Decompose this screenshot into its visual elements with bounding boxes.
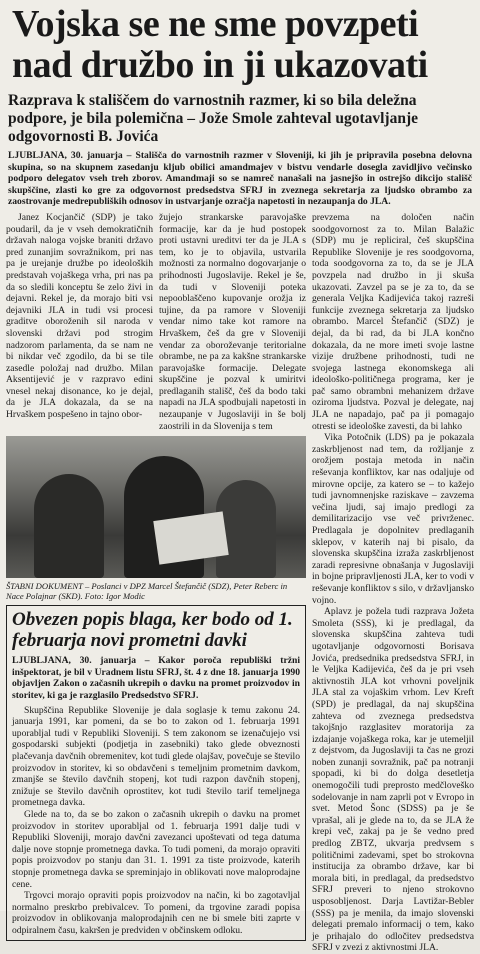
photo-caption: ŠTABNI DOKUMENT – Poslanci v DPZ Marcel Štefančič (SDZ), Peter Reberc in Nace Polajnar (SKD). Foto: Igor Modic	[6, 581, 288, 602]
news-photo	[6, 436, 306, 578]
sidebar-para: Glede na to, da se bo zakon o začasnih ukrepih o davku na promet proizvodov in storitev uporabljal od 1. februarja 1991 dalje tudi v Republiki Sloveniji, morajo davčni zavezanci upoštevati od tega datuma dalje nove stopnje prometnega davka. To tudi pomeni, da morajo opraviti popis proizvodov po stanju dan 31. 1. 1991 za tiste proizvode, katerih stopnje prometnega davka se spreminjajo in oblikovati nove maloprodajne cene.	[12, 808, 300, 890]
photo-person-1	[34, 474, 104, 578]
left-area	[6, 212, 306, 954]
upper-columns	[6, 212, 306, 432]
col1-para: Janez Kocjančič (SDP) je tako poudaril, da je v vseh demokratičnih državah naloga vojske braniti državo pred zunanjim sovražnikom, pri nas pa je urejanje družbe po ideoloških predstavah vojaškega vrha, pri nas pa da so sledili konceptu še zelo živi in dejavni. Rekel je, da morajo biti vsi dejavniki JLA in tudi vsi procesi graditve oboroženih sil naroda v slovenski državi pod strogim nadzorom parlamenta, da se nam ne bi nikdar več zgodilo, da bi se tile zasedle položaj nad družbo. Milan Aksentijević je v razpravo edini vnesel nekaj disonance, ko je dejal, da je JLA dokazala, da se na Hrvaškem pospešeno in tajno obor-	[6, 211, 153, 421]
lead-text: LJUBLJANA, 30. januarja – Stališča do varnostnih razmer v Sloveniji, ki jih je pripravila posebna delovna skupina, so na skupnem zasedanju kljub obilici amandmajev v bistvu vendarle dosegla zavidljivo večinsko podporo delegatov vseh treh zborov. Amandmaji so se namreč nanašali na jasnejšo in ostrejšo dikcijo stališč skupščine, zlasti ko gre za odgovornost predsedstva SFRJ in zveznega sekretarja za ljudsko obrambo za zaostrovanje medrepubliških odnosov in ustvarjanje ozračja napetosti in nezaupanja do JLA.	[8, 150, 472, 208]
sidebar-body	[12, 705, 300, 937]
sidebar-para: Skupščina Republike Slovenije je dala soglasje k temu zakonu 24. januarja 1991, kar pomeni, da se bo to zakon od 1. februarja 1991 uporabljal tudi v Republiki Sloveniji. S tem zakonom se izenačujejo vsi gospodarski subjekti (podjetja in zasebniki) tako glede obveznosti plačevanja davčnih obremenitev, kot tudi glede olajšav, povečuje se število proizvodov in storitev, ki so obdavčeni s temeljnim prometnim davkom, zmanjše se število davčnih stopenj, kot tudi razpon davčnih stopenj, znižuje se število davčnih oprostitev, kot tudi število tarif temeljnega prometnega davka.	[12, 704, 300, 809]
sidebar-title: Obvezen popis blaga, ker bodo od 1. februarja novi prometni davki	[12, 609, 293, 652]
col3-para: Vika Potočnik (LDS) pa je pokazala zaskrbljenost nad tem, da rožljanje z orožjem postaja metoda in način reševanja konfliktov, kar nas odaljuje od mirovne opcije, za katero se – to kažejo tudi javnomnenjske raziskave – zavzema večina ljudi, saj imajo predlogi za demilitarizacijo vse več privrženec. Predlagala je dopolnitev predlaganih sklepov, v katerih naj bi pisalo, da slovenska skupščina izraža zaskrbljenost zaradi represivne obnašanja v Jugoslaviji in bojne pripravljenosti JLA, ker to vodi v reševanje konfliktov s silo, v državljansko vojno.	[312, 432, 475, 606]
col3-para: prevzema na določen način soodgovornost za to. Milan Balažic (SDP) mu je repliciral, češ skupščina Republike Slovenije je res soodgovorna, toda soodgovorna za to, da se je JLA povzpela nad družbo in ji skuša ukazovati. Zavzel pa se je za to, da se generala Veljka Kadijevića takoj razreši funkcije zveznega sekretarja za ljudsko obrambo. Marcel Štefančič (SDZ) je dejal, da bi rad, da bi JLA končno dokazala, da ne more imeti svoje lastne vizije družbene prihodnosti, tudi ne svojega lastnega ekonomskega ali ideološko-političnega programa, ker je pač samo obrambni mehanizem države oziroma ljudstva. Pozval je delegate, naj JLA ne napadajo, pač pa ji pomagajo otresti se ideološke zavesti, da bi lahko	[312, 211, 474, 432]
deck: Razprava k stališčem do varnostnih razmer, ki so bila deležna podpore, je bila polemična – Jože Smole zahteval ugotavljanje odgovornosti B. Jovića	[8, 92, 419, 145]
column-2	[159, 212, 306, 432]
sidebar-lead	[12, 655, 300, 701]
sidebar-lead-text: LJUBLJANA, 30. januarja – Kakor poroča republiški tržni inšpektorat, je bil v Uradnem listu SFRJ, št. 4 z dne 18. januarja 1990 objavljen Zakon o začasnih ukrepih o davku na promet proizvodov in storitev, ki ga je razglasilo Predsedstvo SFRJ.	[12, 655, 300, 702]
headline: Vojska se ne sme povzpeti nad družbo in ji ukazovati	[12, 3, 428, 86]
col3-para: Aplavz je požela tudi razprava Jožeta Smoleta (SSS), ki je predlagal, da slovenska skupščina zahteva tudi ugotavljanje odgovornosti Borisava Jovića, predsednika predsedstva SFRJ, in le Veljka Kadijevića, češ da je pri vseh aktivnostih JLA kot vrhovni poveljnik JLA stal za vojaškim vrhom. Lev Kreft (SPD) je predlagal, da naj skupščina zahteva od zveznega predsedstva takojšnjo razglasitev moratorija za izdajanje vojaškega roka, kar je utemeljil z dejstvom, da Jugoslaviji ta čas ne grozi noben zunanji sovražnik, pač pa notranji spopadi, ki bi do dolga desetletja onemogočili tudi preprosto medčloveško sodelovanje in nam zaprli pot v Evropo in svet. Metod Šonc (SDSS) pa je še vprašal, ali je glede na to, da se JLA že krepi več, zakaj pa je še vedno pred predlog ZBTZ, ukvarja predvsem s političnimi zadevami, spet bo strokovna institucija za obrambo države, kar bi morala biti, in predlagal, da predsedstvo SFRJ preveri to njeno strokovno usposobljenost. Darja Lavtižar-Bebler (SSS) pa je menila, da imajo slovenski delegati premalo informacij o tem, kako je prihajalo do odločitev predsedstva SFRJ v zvezi z aktivnostmi JLA.	[312, 606, 474, 954]
sidebar-para: Trgovci morajo opraviti popis proizvodov na način, ki bo zagotavljal normalno preskrbo prebivalcev. To pomeni, da trgovine zaradi popisa proizvodov in oblikovanja maloprodajnih cen ne bi smele biti zaprte v odpiralnem času, kakršen je predviden v občinskem odloku.	[12, 890, 300, 936]
column-3	[312, 212, 474, 954]
column-1	[6, 212, 153, 432]
lead-paragraph	[8, 150, 472, 208]
sidebar-article	[6, 605, 306, 940]
main-columns	[6, 212, 474, 954]
col2-para: žujejo strankarske paravojaške formacije, kar da je hud postopek proti ustavni ureditvi ter da je JLA s tem, ko je to objavila, ustvarila možnosti za normalno dogovarjanje o prihodnosti Jugoslavije. Rekel je še, da tudi v Sloveniji poteka nepooblaščeno kupovanje orožja iz tujine, da pa ramore v Sloveniji vendar nimo take kot ramore na Hrvaškem, češ da gre v Sloveniji vendar za oboroževanje teritorialne obrambe, ne pa za kakšne strankarske paravojaške formacije. Delegate skupščine je pozval k umiritvi predlaganih stališč, češ da bodo taki napadi na JLA spodbujali napetosti in nezaupanje v Jugoslaviji in še bolj zaostrili in da Slovenija s tem	[159, 211, 306, 432]
